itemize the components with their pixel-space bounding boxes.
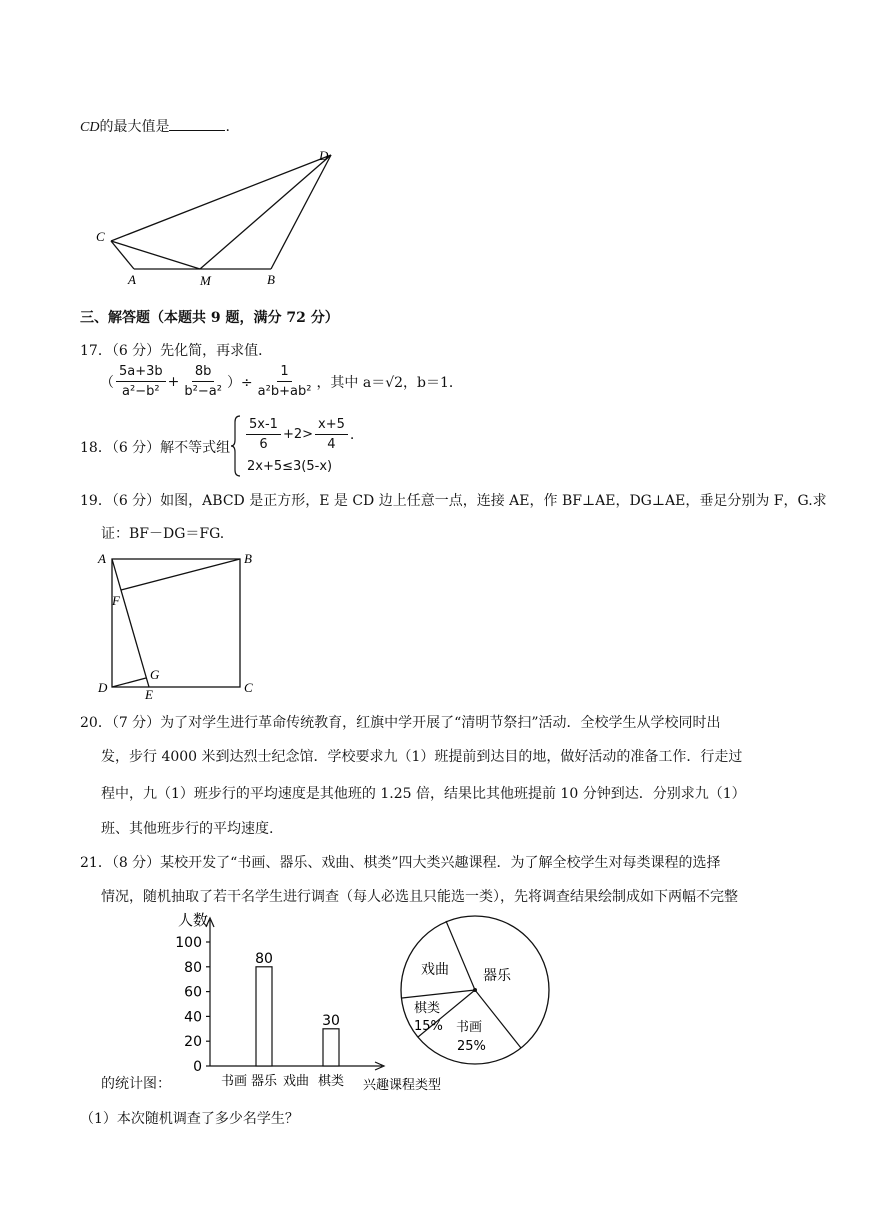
q20-line-4: 班、其他班步行的平均速度. (101, 821, 274, 837)
q18-r1-f2-numerator: x+5 (315, 415, 348, 435)
figure-square-abcd (94, 548, 264, 700)
point-g-label: G (150, 667, 160, 682)
segment-cm (111, 241, 200, 269)
q20-line-2: 发，步行 4000 米到达烈士纪念馆．学校要求九（1）班提前到达目的地，做好活动的准备工作．行走过 (101, 749, 743, 765)
q16-tail (80, 116, 230, 136)
q21-line-2: 情况，随机抽取了若干名学生进行调查（每人必选且只能选一类），先将调查结果绘制成如下两幅不完整 (101, 889, 738, 905)
y-tick-label: 100 (175, 935, 202, 951)
pie-slice-label-xiqu: 戏曲 (421, 962, 449, 978)
q18-r1-f1-denominator: 6 (259, 437, 268, 452)
cd-text: 的最大值是 (99, 119, 170, 135)
q19-line-1: 19．（6 分）如图，ABCD 是正方形，E 是 CD 边上任意一点，连接 AE，作 BF⊥AE，DG⊥AE，垂足分别为 F，G.求 (80, 493, 827, 509)
q17-condition: ，其中 a＝√2，b＝1． (316, 374, 463, 391)
segment-ae (112, 559, 149, 687)
y-tick-label: 80 (184, 959, 202, 976)
bar-data-label: 30 (322, 1012, 340, 1029)
q17-open-paren: （ (100, 374, 114, 391)
figure-cdamb (90, 145, 350, 290)
segment-dg (112, 678, 146, 687)
x-category-label: 棋类 (317, 1074, 345, 1089)
cd-label: CD (80, 120, 100, 135)
segment-cd (111, 155, 331, 241)
pie-divider-1 (446, 921, 475, 990)
pie-slice-label-qilei: 棋类 (414, 1001, 441, 1016)
bar (256, 967, 272, 1066)
x-category-label: 戏曲 (282, 1074, 310, 1089)
q18-r1-fraction-1 (246, 415, 281, 454)
q18-brace-icon (230, 414, 242, 478)
q17-plus: + (167, 373, 180, 390)
q18-r1-middle: +2> (282, 427, 313, 442)
pie-slice-percent-qilei: 15% (414, 1019, 443, 1034)
q17-fraction-2 (181, 362, 225, 401)
point-a-label: A (98, 551, 106, 566)
q18-r1-f1-numerator: 5x-1 (246, 415, 281, 435)
q17-close-divide: ）÷ (226, 374, 253, 391)
point-d-label: D (98, 680, 108, 695)
q17-f1-numerator: 5a+3b (116, 362, 166, 382)
point-c-label: C (244, 680, 253, 695)
x-axis-label: 兴趣课程类型 (363, 1078, 442, 1093)
bar-data-label: 80 (255, 950, 273, 967)
point-m-label: M (200, 273, 211, 288)
y-tick-label: 60 (184, 984, 202, 1001)
cd-end: . (225, 119, 230, 135)
answer-blank[interactable] (169, 116, 225, 131)
q18-row-1 (244, 415, 354, 454)
q21-line-1: 21．（8 分）某校开发了“书画、器乐、戏曲、棋类”四大类兴趣课程．为了解全校学生对每类课程的选择 (80, 855, 721, 871)
point-b-label: B (267, 272, 275, 287)
q18-end: . (349, 426, 355, 443)
point-a-label: A (128, 272, 136, 287)
pie-center (473, 988, 477, 992)
point-c-label: C (96, 229, 105, 244)
q17-stem: 17．（6 分）先化简，再求值． (80, 343, 273, 359)
point-b-label: B (244, 551, 252, 566)
pie-slice-label-shuhua: 书画 (456, 1020, 483, 1035)
pie-slice-percent-shuhua: 25% (457, 1039, 486, 1054)
q17-expression (100, 362, 463, 401)
y-tick-label: 0 (193, 1059, 202, 1075)
segment-bf (121, 559, 240, 590)
q21-line-3: 的统计图： (101, 1076, 171, 1092)
x-category-label: 器乐 (250, 1074, 278, 1089)
pie-divider-3 (402, 990, 475, 998)
x-category-label: 书画 (220, 1074, 248, 1089)
point-d-label: D (319, 148, 329, 163)
q17-f3-numerator: 1 (277, 362, 291, 382)
pie-slice-label-qiyue: 器乐 (483, 968, 511, 984)
q17-fraction-1 (116, 362, 166, 401)
q17-fraction-3 (255, 362, 315, 401)
point-f-label: F (112, 593, 120, 608)
segment-md (200, 155, 331, 269)
point-e-label: E (145, 687, 153, 700)
y-tick-label: 20 (184, 1034, 202, 1051)
q18-row-2: 2x+5≤3(5-x) (247, 459, 333, 474)
q17-f1-denominator: a²−b² (122, 384, 160, 399)
q21-sub-1: （1）本次随机调查了多少名学生？ (80, 1111, 299, 1127)
q17-f2-numerator: 8b (192, 362, 215, 382)
segment-db (271, 155, 331, 269)
q18-r1-f2-denominator: 4 (327, 437, 336, 452)
q20-line-1: 20．（7 分）为了对学生进行革命传统教育，红旗中学开展了“清明节祭扫”活动．全校学生从学校同时出 (80, 715, 721, 731)
q19-line-2: 证：BF－DG＝FG. (101, 526, 225, 542)
y-axis-label: 人数 (178, 911, 209, 929)
bar (323, 1029, 339, 1066)
q20-line-3: 程中，九（1）班步行的平均速度是其他班的 1.25 倍，结果比其他班提前 10 分钟到达．分别求九（1） (101, 786, 746, 802)
q17-f3-denominator: a²b+ab² (257, 384, 312, 399)
q18-stem: 18．（6 分）解不等式组 (80, 440, 231, 456)
section-heading: 三、解答题（本题共 9 题，满分 72 分） (80, 310, 339, 326)
y-tick-label: 40 (184, 1009, 202, 1026)
square-abcd (112, 559, 240, 687)
q18-r1-fraction-2 (315, 415, 348, 454)
q17-f2-denominator: b²−a² (184, 384, 222, 399)
pie-chart (398, 913, 553, 1068)
